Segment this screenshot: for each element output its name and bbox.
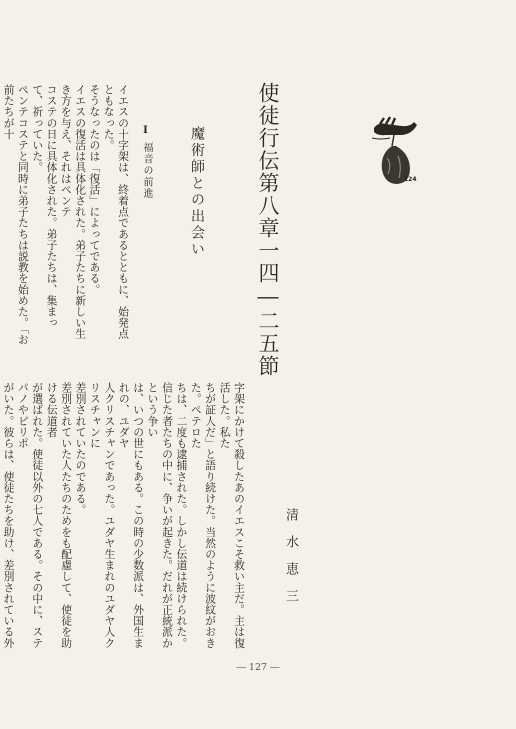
lower-body-text — [2, 382, 246, 654]
sermon-subtitle: 魔術師との出会い — [189, 126, 205, 258]
illustration-number: 124 — [404, 176, 417, 183]
paragraph: 差別されていたのである。 — [74, 382, 88, 516]
paragraph: 人クリスチャンであった。ユダヤ生まれのユダヤ人クリスチャンに — [88, 382, 117, 649]
paragraph: 字架にかけて殺したあのイエスこそ救い主だ。主は復活した。私た — [218, 382, 246, 649]
paragraph: ちは、二度も逮捕された。しかし伝道は続けられた。 — [175, 382, 189, 649]
paragraph: そうなったのは「復活」によってである。 — [88, 84, 102, 295]
paragraph: がいた。彼らは、使徒たちを助け、差別されている外 — [2, 382, 16, 649]
chapter-title: 使徒行伝第八章一四―二五節 — [256, 82, 280, 378]
paragraph: は、いつの世にもある。この時の少数派は、外国生まれの、ユダヤ — [117, 382, 146, 649]
author-name: 清水恵三 — [283, 508, 298, 616]
paragraph: 信じた者たちの中に、争いが起きた。だれが正統派かという争い — [146, 382, 174, 649]
paragraph: コステの日に具体化された。弟子たちは、集まって、祈っていた。 — [31, 84, 59, 329]
page-number: ― 127 ― — [236, 662, 280, 673]
paragraph: 差別されていた人たちのためをも配慮して、使徒を助ける伝道者 — [45, 382, 74, 649]
section-title: 福音の前進 — [141, 142, 152, 200]
paragraph: ペンテコステと同時に弟子たちは説教を始めた。「お前たちが十 — [2, 84, 30, 345]
paragraph: が選ばれた。使徒以外の七人である。その中に、ステパノやピリポ — [16, 382, 45, 649]
paragraph: ちが証人だ」と語り続けた。当然のように波紋がおきた。ペテロた — [189, 382, 218, 649]
upper-body-text — [2, 84, 130, 346]
section-number: Ⅰ — [140, 125, 151, 136]
paragraph: イエスの十字架は、終着点であるとともに、始発点ともなった。 — [102, 84, 130, 340]
paragraph: イエスの復活は具体化された。弟子たちに新しい生き方を与え、それはペンテ — [59, 84, 88, 340]
